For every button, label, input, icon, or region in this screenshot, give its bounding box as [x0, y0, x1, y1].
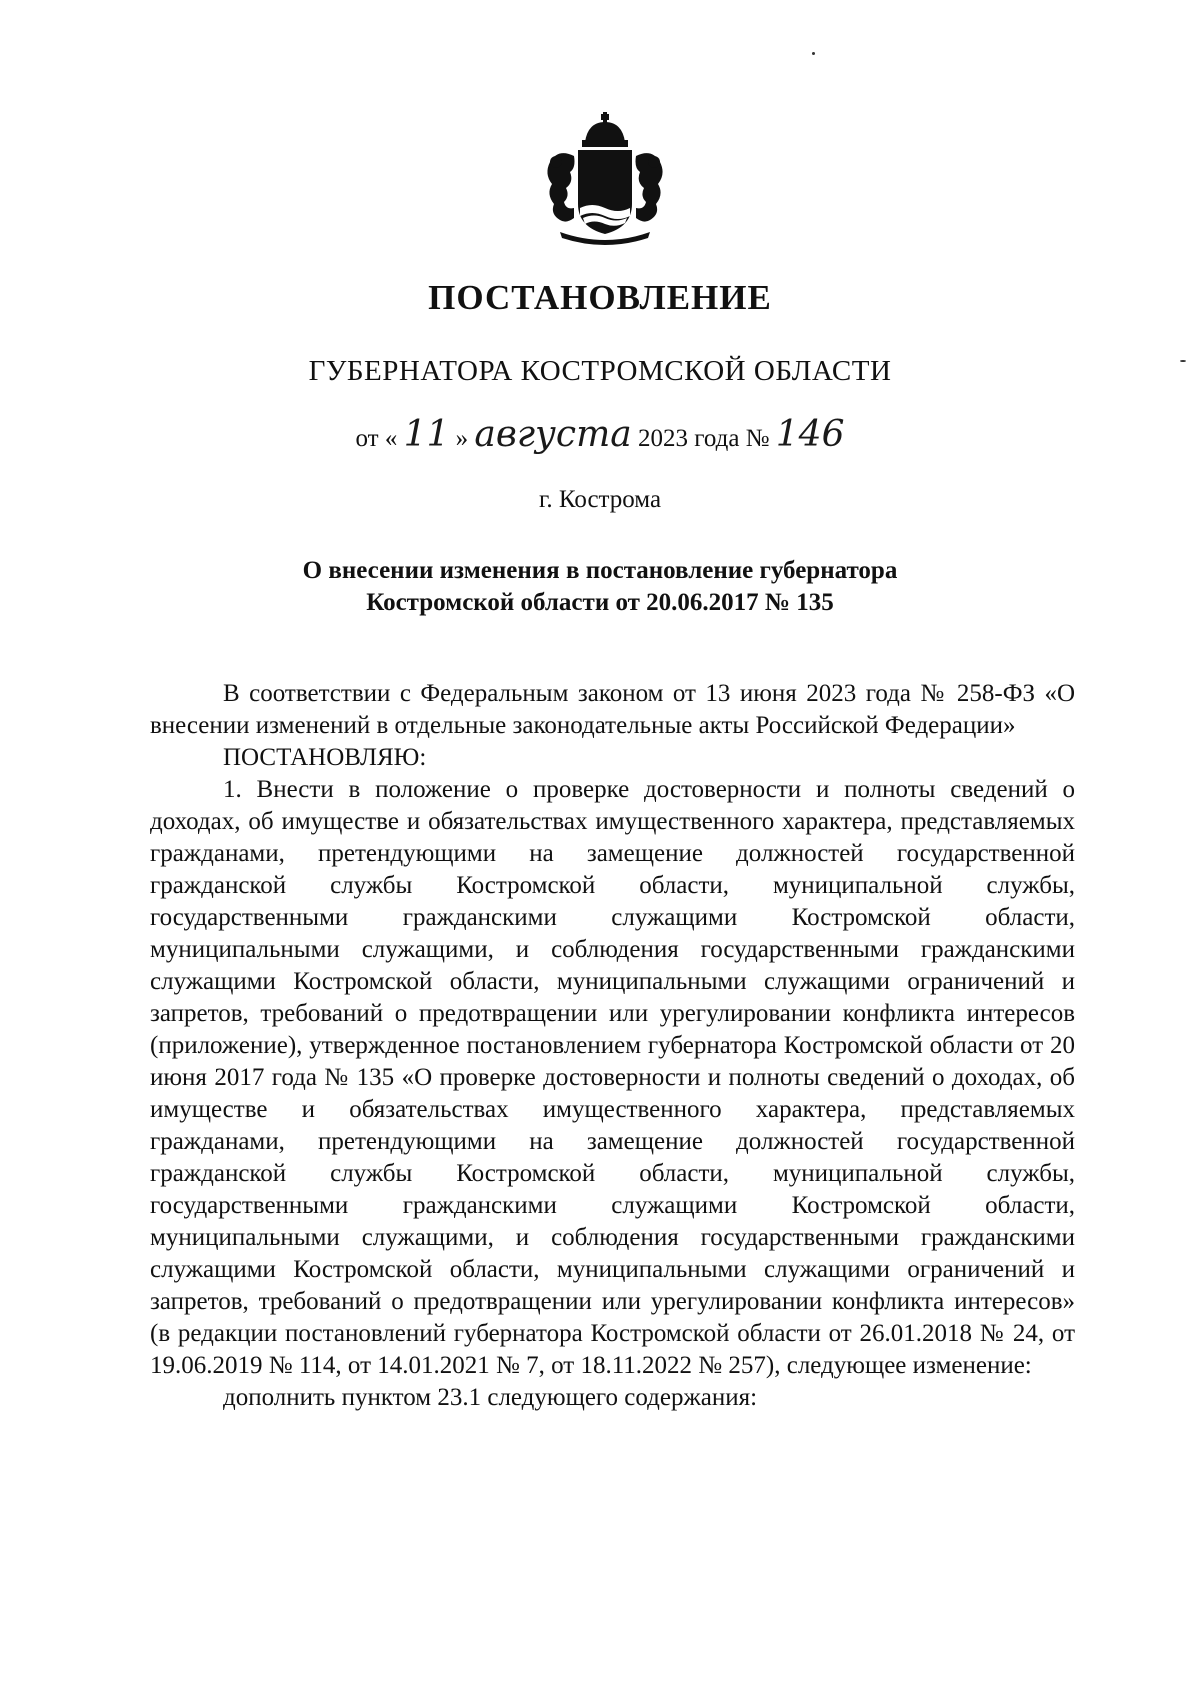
item-1-paragraph: 1. Внести в положение о проверке достоверности и полноты сведений о доходах, об имуществе и обязательствах имущественного характера, представляемых гражданами, претендующими на замещение должностей государственной гражданской службы Костромской области, муниципальной службы, государственными гражданскими служащими Костромской области, муниципальными служащими, и соблюдения государственными гражданскими служащими Костромской области, муниципальными служащими ограничений и запретов, требований о предотвращении или урегулировании конфликта интересов (приложение), утвержденное постановлением губернатора Костромской области от 20 июня 2017 года № 135 «О проверке достоверности и полноты сведений о доходах, об имуществе и обязательствах имущественного характера, представляемых гражданами, претендующими на замещение должностей государственной гражданской службы Костромской области, муниципальной службы, государственными гражданскими служащими Костромской области, муниципальными служащими, и соблюдения государственными гражданскими служащими Костромской области, муниципальными служащими ограничений и запретов, требований о предотвращении или урегулировании конфликта интересов» (в редакции постановлений губернатора Костромской области от 26.01.2018 № 24, от 19.06.2019 № 114, от 14.01.2021 № 7, от 18.11.2022 № 257), следующее изменение: [150, 776, 1075, 1379]
date-number-line [0, 414, 1200, 455]
date-middle: » [455, 425, 469, 452]
date-prefix: от « [355, 425, 398, 452]
resolve-paragraph: ПОСТАНОВЛЯЮ: [223, 744, 427, 771]
date-year-text: 2023 года № [637, 425, 770, 452]
document-heading-line-2: Костромской области от 20.06.2017 № 135 [366, 589, 834, 616]
document-heading [0, 555, 1200, 619]
city-line: г. Кострома [538, 486, 662, 513]
document-body [150, 678, 1075, 1414]
document-heading-line-1: О внесении изменения в постановление губернатора [302, 557, 898, 584]
handwritten-number: 146 [775, 414, 845, 455]
issuer-subtitle: ГУБЕРНАТОРА КОСТРОМСКОЙ ОБЛАСТИ [308, 355, 892, 387]
handwritten-month: августа [474, 414, 632, 455]
preamble-paragraph: В соответствии с Федеральным законом от 13 июня 2023 года № 258-ФЗ «О внесении изменений в отдельные законодательные акты Российской Федерации» [150, 680, 1075, 739]
coat-of-arms-emblem [530, 112, 680, 247]
item-1-sub-paragraph: дополнить пунктом 23.1 следующего содержания: [223, 1384, 758, 1411]
coat-of-arms-icon [530, 112, 680, 247]
scan-speck [812, 52, 815, 55]
handwritten-day: 11 [403, 414, 450, 455]
scan-speck [1180, 360, 1186, 362]
document-type-title: ПОСТАНОВЛЕНИЕ [428, 278, 772, 317]
